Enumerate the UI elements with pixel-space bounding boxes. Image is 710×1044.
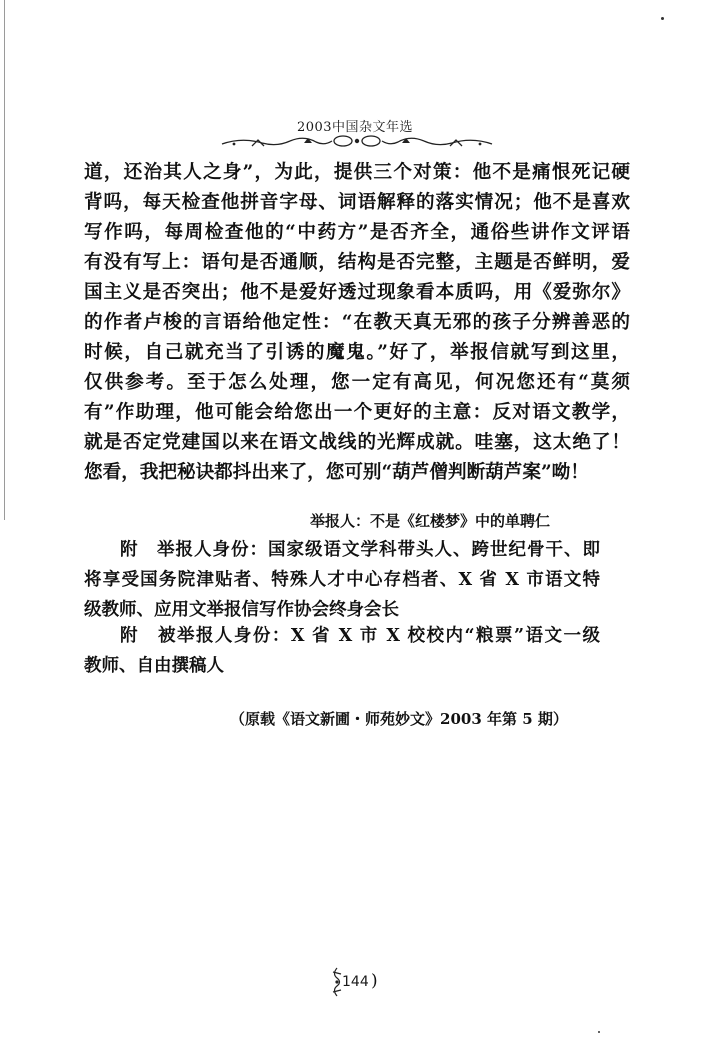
- text-line: 将享受国务院津贴者、特殊人才中心存档者、X 省 X 市语文特: [84, 570, 600, 590]
- text-line: 有”作助理，他可能会给您出一个更好的主意：反对语文教学，: [84, 402, 630, 423]
- page-number-bracket: ): [371, 971, 378, 991]
- text-line: 国主义是否突出；他不是爱好透过现象看本质吗，用《爱弥尔》: [84, 282, 630, 303]
- running-header: 2003中国杂文年选: [296, 120, 414, 135]
- binding-edge-line: [4, 0, 5, 520]
- page-number: 144: [342, 974, 369, 990]
- text-line: 附 被举报人身份：X 省 X 市 X 校校内“粮票”语文一级: [120, 626, 600, 646]
- scan-speck: [661, 17, 664, 20]
- page-number-badge: [330, 966, 390, 1000]
- text-line: 仅供参考。至于怎么处理，您一定有高见，何况您还有“莫须: [84, 372, 630, 393]
- text-line: 附 举报人身份：国家级语文学科带头人、跨世纪骨干、即: [120, 540, 600, 560]
- text-line: 就是否定党建国以来在语文战线的光辉成就。哇塞，这太绝了！: [84, 432, 630, 453]
- text-line: 教师、自由撰稿人: [84, 656, 224, 676]
- text-line: 道，还治其人之身”，为此，提供三个对策：他不是痛恨死记硬: [84, 162, 630, 183]
- source-note: （原载《语文新圃・师苑妙文》2003 年第 5 期）: [230, 710, 568, 728]
- text-line: 的作者卢梭的言语给他定性：“在教天真无邪的孩子分辨善恶的: [84, 312, 630, 333]
- text-line: 您看，我把秘诀都抖出来了，您可别“葫芦僧判断葫芦案”呦！: [84, 462, 589, 483]
- signature-line: 举报人：不是《红楼梦》中的单聘仁: [310, 512, 551, 530]
- text-line: 时候，自己就充当了引诱的魔鬼。”好了，举报信就写到这里，: [84, 342, 630, 363]
- text-line: 有没有写上：语句是否通顺，结构是否完整，主题是否鲜明，爱: [84, 252, 630, 273]
- text-line: 写作吗，每周检查他的“中药方”是否齐全，通俗些讲作文评语: [84, 222, 630, 243]
- appendix-reporter-identity: [84, 535, 600, 625]
- text-line: 级教师、应用文举报信写作协会终身会长: [84, 600, 399, 620]
- main-paragraph: [84, 158, 630, 488]
- scan-speck: [598, 1031, 600, 1033]
- ornament-divider-icon: [212, 133, 502, 149]
- appendix-reported-identity: [84, 621, 600, 681]
- text-line: 背吗，每天检查他拼音字母、词语解释的落实情况；他不是喜欢: [84, 192, 630, 213]
